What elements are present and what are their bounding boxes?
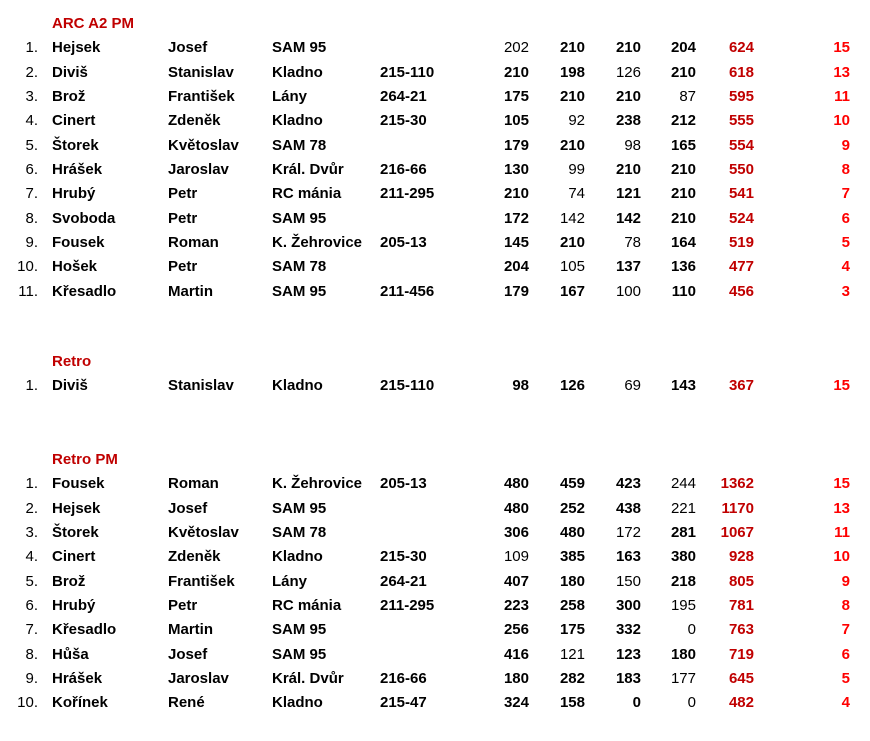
club-cell: SAM 95 [272, 209, 327, 227]
score-cell: 167 [559, 282, 585, 300]
result-row [0, 570, 850, 594]
points-cell: 7 [841, 621, 850, 639]
section-title: Retro PM [52, 451, 118, 468]
score-cell: 136 [670, 258, 696, 276]
score-cell: 110 [671, 282, 696, 300]
score-cell: 385 [559, 548, 585, 566]
score-cell: 98 [512, 377, 529, 395]
firstname-cell: Martin [168, 621, 213, 639]
points-cell: 10 [833, 548, 850, 566]
club-cell: SAM 78 [272, 523, 327, 541]
rank-cell: 9. [25, 669, 38, 687]
result-row [0, 231, 850, 255]
score-cell: 179 [503, 282, 529, 300]
score-cell: 175 [503, 87, 529, 105]
result-row [0, 594, 850, 618]
club-cell: K. Žehrovice [272, 475, 363, 493]
total-cell: 550 [728, 160, 754, 178]
points-cell: 3 [841, 282, 850, 300]
result-row [0, 667, 850, 691]
surname-cell: Křesadlo [52, 621, 117, 639]
firstname-cell: Petr [168, 596, 198, 614]
section-title: ARC A2 PM [52, 15, 134, 32]
surname-cell: Hůša [52, 645, 89, 663]
total-cell: 763 [728, 621, 754, 639]
score-cell: 145 [503, 233, 529, 251]
points-cell: 8 [841, 596, 850, 614]
score-cell: 142 [559, 209, 585, 227]
score-cell: 210 [615, 160, 641, 178]
surname-cell: Hošek [52, 258, 98, 276]
surname-cell: Štorek [52, 136, 99, 154]
score-cell: 183 [615, 669, 641, 687]
points-cell: 5 [841, 233, 850, 251]
score-cell: 74 [568, 185, 585, 203]
club-cell: Kladno [272, 63, 323, 81]
club-cell: SAM 95 [272, 282, 327, 300]
result-row [0, 280, 850, 304]
result-row [0, 497, 850, 521]
licence-cell [380, 207, 470, 231]
total-cell: 624 [728, 39, 754, 57]
points-cell: 6 [841, 645, 850, 663]
total-cell: 367 [728, 377, 754, 395]
score-cell: 380 [670, 548, 696, 566]
score-cell: 407 [503, 572, 529, 590]
rank-cell: 3. [25, 523, 38, 541]
score-cell: 300 [615, 596, 641, 614]
firstname-cell: Josef [168, 499, 208, 517]
score-cell: 480 [503, 499, 529, 517]
licence-cell [380, 134, 470, 158]
rank-cell: 4. [25, 112, 38, 130]
score-cell: 244 [670, 475, 696, 493]
score-cell: 172 [503, 209, 529, 227]
surname-cell: Hrubý [52, 185, 96, 203]
score-cell: 210 [670, 63, 696, 81]
score-cell: 69 [624, 377, 641, 395]
total-cell: 541 [728, 185, 754, 203]
club-cell: SAM 78 [272, 136, 327, 154]
firstname-cell: René [168, 694, 205, 712]
total-cell: 1362 [720, 475, 754, 493]
surname-cell: Hejsek [52, 499, 101, 517]
firstname-cell: Stanislav [168, 377, 234, 395]
club-cell: Kladno [272, 548, 323, 566]
firstname-cell: František [168, 572, 235, 590]
score-cell: 150 [615, 572, 641, 590]
points-cell: 9 [841, 572, 850, 590]
rank-cell: 3. [25, 87, 38, 105]
total-cell: 719 [728, 645, 754, 663]
score-cell: 126 [559, 377, 585, 395]
score-cell: 143 [670, 377, 696, 395]
licence-cell: 216-66 [380, 160, 427, 178]
score-cell: 121 [615, 185, 641, 203]
rank-cell: 1. [25, 475, 38, 493]
licence-cell [380, 521, 470, 545]
firstname-cell: Petr [168, 209, 198, 227]
score-cell: 210 [559, 39, 585, 57]
score-cell: 175 [559, 621, 585, 639]
total-cell: 805 [728, 572, 754, 590]
rank-cell: 7. [25, 621, 38, 639]
total-cell: 519 [728, 233, 754, 251]
licence-cell: 264-21 [380, 572, 427, 590]
result-row [0, 472, 850, 496]
score-cell: 256 [503, 621, 529, 639]
score-cell: 204 [670, 39, 696, 57]
licence-cell: 205-13 [380, 233, 427, 251]
firstname-cell: Josef [168, 39, 208, 57]
result-row [0, 643, 850, 667]
result-row [0, 691, 850, 715]
score-cell: 252 [559, 499, 585, 517]
score-cell: 480 [559, 523, 585, 541]
rank-cell: 1. [25, 39, 38, 57]
club-cell: Kladno [272, 377, 323, 395]
score-cell: 0 [687, 694, 696, 712]
score-cell: 130 [503, 160, 529, 178]
licence-cell: 205-13 [380, 475, 427, 493]
points-cell: 13 [833, 63, 850, 81]
total-cell: 618 [728, 63, 754, 81]
surname-cell: Štorek [52, 523, 99, 541]
score-cell: 438 [615, 499, 641, 517]
score-cell: 210 [559, 136, 585, 154]
firstname-cell: Martin [168, 282, 213, 300]
club-cell: SAM 95 [272, 645, 327, 663]
score-cell: 123 [615, 645, 641, 663]
score-cell: 180 [559, 572, 585, 590]
score-cell: 195 [670, 596, 696, 614]
score-cell: 282 [559, 669, 585, 687]
score-cell: 210 [615, 39, 641, 57]
score-cell: 204 [503, 258, 529, 276]
surname-cell: Brož [52, 87, 86, 105]
section-title: Retro [52, 353, 92, 370]
firstname-cell: František [168, 87, 235, 105]
licence-cell: 211-295 [380, 596, 435, 614]
club-cell: SAM 95 [272, 39, 327, 57]
score-cell: 164 [670, 233, 696, 251]
points-cell: 7 [841, 185, 850, 203]
score-cell: 78 [624, 233, 641, 251]
rank-cell: 2. [25, 63, 38, 81]
result-row [0, 36, 850, 60]
score-cell: 210 [670, 209, 696, 227]
points-cell: 4 [841, 258, 850, 276]
club-cell: SAM 95 [272, 499, 327, 517]
result-row [0, 374, 850, 398]
firstname-cell: Josef [168, 645, 208, 663]
licence-cell: 211-295 [380, 185, 435, 203]
firstname-cell: Roman [168, 475, 219, 493]
score-cell: 92 [568, 112, 585, 130]
total-cell: 1067 [720, 523, 754, 541]
total-cell: 555 [728, 112, 754, 130]
club-cell: Král. Dvůr [272, 669, 344, 687]
section-2 [0, 350, 850, 399]
score-cell: 212 [670, 112, 696, 130]
score-cell: 210 [503, 63, 529, 81]
total-cell: 554 [728, 136, 754, 154]
score-cell: 221 [670, 499, 696, 517]
surname-cell: Fousek [52, 233, 105, 251]
score-cell: 210 [670, 185, 696, 203]
score-cell: 223 [503, 596, 529, 614]
points-cell: 5 [841, 669, 850, 687]
score-cell: 324 [503, 694, 529, 712]
score-cell: 198 [559, 63, 585, 81]
score-cell: 165 [670, 136, 696, 154]
score-cell: 179 [503, 136, 529, 154]
rank-cell: 4. [25, 548, 38, 566]
licence-cell: 215-110 [380, 63, 435, 81]
total-cell: 477 [728, 258, 754, 276]
points-cell: 4 [841, 694, 850, 712]
licence-cell [380, 618, 470, 642]
score-cell: 423 [615, 475, 641, 493]
total-cell: 645 [728, 669, 754, 687]
rank-cell: 11. [18, 282, 38, 300]
result-row [0, 207, 850, 231]
total-cell: 928 [728, 548, 754, 566]
score-cell: 459 [559, 475, 585, 493]
score-cell: 137 [615, 258, 641, 276]
total-cell: 524 [728, 209, 754, 227]
result-row [0, 182, 850, 206]
club-cell: Lány [272, 87, 308, 105]
score-cell: 99 [568, 160, 585, 178]
score-cell: 100 [615, 282, 641, 300]
surname-cell: Hrášek [52, 669, 103, 687]
firstname-cell: Petr [168, 185, 198, 203]
licence-cell: 215-30 [380, 112, 427, 130]
score-cell: 306 [503, 523, 529, 541]
licence-cell: 215-30 [380, 548, 427, 566]
section-3 [0, 448, 850, 716]
rank-cell: 6. [25, 160, 38, 178]
points-cell: 15 [833, 39, 850, 57]
score-cell: 105 [559, 258, 585, 276]
score-cell: 105 [503, 112, 529, 130]
score-cell: 126 [615, 63, 641, 81]
result-row [0, 521, 850, 545]
result-row [0, 134, 850, 158]
score-cell: 0 [632, 694, 641, 712]
surname-cell: Cinert [52, 112, 96, 130]
result-row [0, 61, 850, 85]
surname-cell: Kořínek [52, 694, 108, 712]
score-cell: 416 [503, 645, 529, 663]
score-cell: 172 [615, 523, 641, 541]
score-cell: 121 [559, 645, 585, 663]
rank-cell: 8. [25, 209, 38, 227]
rank-cell: 5. [25, 136, 38, 154]
score-cell: 281 [670, 523, 696, 541]
licence-cell: 264-21 [380, 87, 427, 105]
surname-cell: Diviš [52, 63, 88, 81]
surname-cell: Fousek [52, 475, 105, 493]
score-cell: 210 [615, 87, 641, 105]
firstname-cell: Zdeněk [168, 548, 221, 566]
rank-cell: 1. [25, 377, 38, 395]
surname-cell: Svoboda [52, 209, 116, 227]
result-row [0, 109, 850, 133]
result-row [0, 618, 850, 642]
rank-cell: 10. [17, 694, 38, 712]
section-1 [0, 12, 850, 304]
club-cell: RC mánia [272, 185, 342, 203]
score-cell: 238 [615, 112, 641, 130]
result-row [0, 545, 850, 569]
points-cell: 15 [833, 475, 850, 493]
score-cell: 98 [624, 136, 641, 154]
club-cell: RC mánia [272, 596, 342, 614]
licence-cell [380, 497, 470, 521]
points-cell: 10 [833, 112, 850, 130]
firstname-cell: Petr [168, 258, 198, 276]
club-cell: Lány [272, 572, 308, 590]
score-cell: 142 [615, 209, 641, 227]
score-cell: 109 [503, 548, 529, 566]
firstname-cell: Květoslav [168, 136, 239, 154]
result-row [0, 255, 850, 279]
club-cell: SAM 78 [272, 258, 327, 276]
surname-cell: Hrášek [52, 160, 103, 178]
points-cell: 8 [841, 160, 850, 178]
firstname-cell: Jaroslav [168, 669, 229, 687]
licence-cell: 215-47 [380, 694, 427, 712]
points-cell: 15 [833, 377, 850, 395]
result-row [0, 158, 850, 182]
score-cell: 180 [670, 645, 696, 663]
rank-cell: 5. [25, 572, 38, 590]
points-cell: 9 [841, 136, 850, 154]
firstname-cell: Zdeněk [168, 112, 221, 130]
licence-cell: 216-66 [380, 669, 427, 687]
club-cell: SAM 95 [272, 621, 327, 639]
licence-cell [380, 36, 470, 60]
score-cell: 202 [503, 39, 529, 57]
score-cell: 218 [670, 572, 696, 590]
surname-cell: Hrubý [52, 596, 96, 614]
total-cell: 482 [728, 694, 754, 712]
licence-cell [380, 643, 470, 667]
score-cell: 210 [559, 233, 585, 251]
club-cell: Král. Dvůr [272, 160, 344, 178]
rank-cell: 9. [25, 233, 38, 251]
club-cell: K. Žehrovice [272, 233, 363, 251]
score-cell: 87 [679, 87, 696, 105]
score-cell: 210 [670, 160, 696, 178]
firstname-cell: Květoslav [168, 523, 239, 541]
rank-cell: 7. [25, 185, 38, 203]
firstname-cell: Stanislav [168, 63, 234, 81]
score-cell: 0 [687, 621, 696, 639]
points-cell: 13 [833, 499, 850, 517]
points-cell: 11 [834, 87, 850, 105]
club-cell: Kladno [272, 694, 323, 712]
licence-cell: 211-456 [380, 282, 435, 300]
firstname-cell: Jaroslav [168, 160, 229, 178]
licence-cell: 215-110 [380, 377, 435, 395]
rank-cell: 2. [25, 499, 38, 517]
total-cell: 1170 [721, 499, 754, 517]
rank-cell: 10. [17, 258, 38, 276]
surname-cell: Brož [52, 572, 86, 590]
score-cell: 163 [615, 548, 641, 566]
score-cell: 480 [503, 475, 529, 493]
total-cell: 781 [728, 596, 754, 614]
licence-cell [380, 255, 470, 279]
score-cell: 177 [670, 669, 696, 687]
score-cell: 332 [615, 621, 641, 639]
score-cell: 258 [559, 596, 585, 614]
rank-cell: 8. [25, 645, 38, 663]
result-row [0, 85, 850, 109]
club-cell: Kladno [272, 112, 323, 130]
surname-cell: Křesadlo [52, 282, 117, 300]
points-cell: 6 [841, 209, 850, 227]
total-cell: 456 [728, 282, 754, 300]
rank-cell: 6. [25, 596, 38, 614]
total-cell: 595 [728, 87, 754, 105]
score-cell: 180 [503, 669, 529, 687]
surname-cell: Cinert [52, 548, 96, 566]
surname-cell: Hejsek [52, 39, 101, 57]
firstname-cell: Roman [168, 233, 219, 251]
points-cell: 11 [834, 523, 850, 541]
score-cell: 210 [503, 185, 529, 203]
surname-cell: Diviš [52, 377, 88, 395]
score-cell: 158 [559, 694, 585, 712]
score-cell: 210 [559, 87, 585, 105]
